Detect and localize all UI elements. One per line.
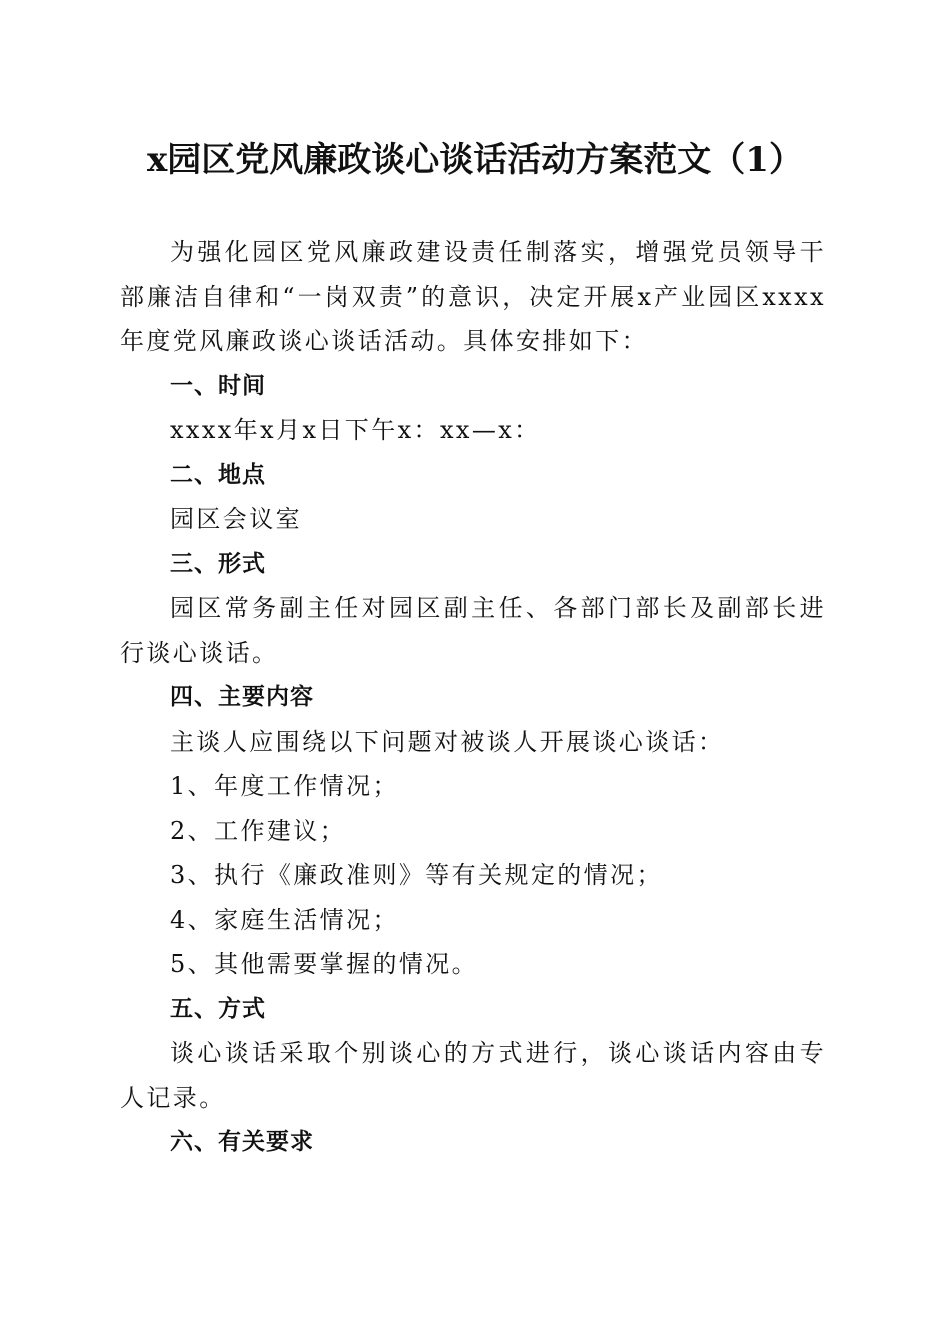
section-heading-time: 一、时间: [170, 372, 266, 399]
section-heading-location: 二、地点: [170, 461, 266, 488]
list-item: 4、家庭生活情况；: [170, 905, 399, 934]
section-heading-requirements: 六、有关要求: [170, 1129, 314, 1155]
list-item: 2、工作建议；: [170, 816, 347, 845]
section-content-format: 园区常务副主任对园区副主任、各部门部长及副部长进行谈心谈话。: [120, 594, 826, 667]
section-heading-format: 三、形式: [170, 550, 266, 577]
intro-paragraph: 为强化园区党风廉政建设责任制落实，增强党员领导干部廉洁自律和“一岗双责”的意识，决定开展x产业园区xxxx年度党风廉政谈心谈话活动。具体安排如下：: [120, 238, 826, 355]
section-heading-method: 五、方式: [170, 995, 266, 1022]
document-title: x园区党风廉政谈心谈话活动方案范文（1）: [147, 140, 803, 180]
section-content-time: xxxx年x月x日下午x：xx—x：: [170, 416, 541, 444]
list-item: 1、年度工作情况；: [170, 772, 399, 800]
section-content-location: 园区会议室: [170, 505, 302, 533]
section-heading-main-content: 四、主要内容: [170, 684, 314, 710]
section-content-method: 谈心谈话采取个别谈心的方式进行，谈心谈话内容由专人记录。: [120, 1039, 826, 1112]
section-content-main-content: 主谈人应围绕以下问题对被谈人开展谈心谈话：: [170, 727, 725, 756]
list-item: 3、执行《廉政准则》等有关规定的情况；: [170, 861, 663, 889]
list-item: 5、其他需要掌握的情况。: [170, 950, 479, 978]
document-body: [120, 230, 826, 1165]
